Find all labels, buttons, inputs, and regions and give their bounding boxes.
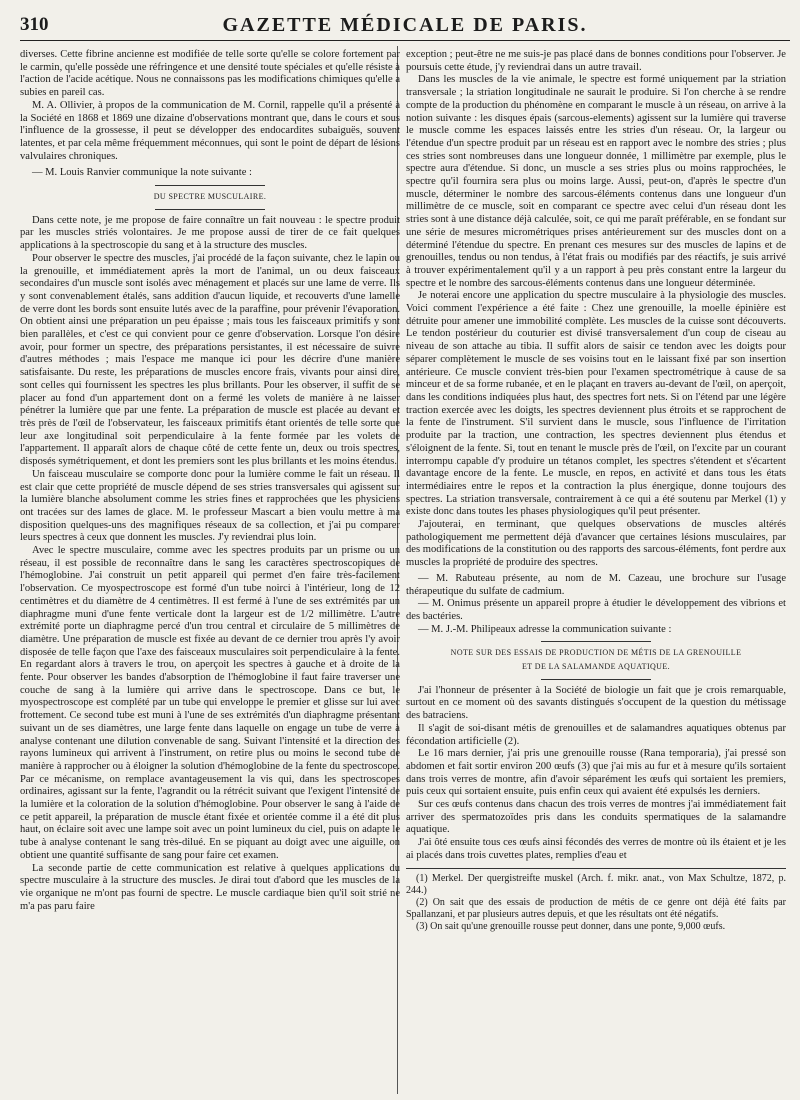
journal-title: GAZETTE MÉDICALE DE PARIS. [222,14,588,36]
paragraph: Dans cette note, je me propose de faire connaître un fait nouveau : le spectre produit par les muscles striés volontaires. Je me propose aussi de tirer de ce fait quelques applications à la spectroscopie du sang et à la structure des muscles. [20,214,400,252]
divider [155,209,265,210]
paragraph: Dans les muscles de la vie animale, le spectre est formé uniquement par la striation transversale ; la striation longitudinale ne saurait le produire. Si l'on cherche à se rendre compte de la production du phénomène en comparant le muscle à un réseau, on arrive à la notion suivante : les disques épais (sarcous-elements) agissent sur la lumière qui traverse le muscle comme les espaces laissés entre les stries d'un réseau. Or, la largeur ou l'étendue d'un spectre produit par un réseau est en rapport avec le nombre des stries ; plus ces stries sont nombreuses dans une longueur donnée, 1 millimètre par exemple, plus le spectre aura d'étendue. Si donc, un muscle a ses stries plus ou moins rapprochées, le spectre qu'il fournira sera plus ou moins large. Aussi, peut-on, d'après le spectre d'un muscle, déterminer le nombre des sarcous-éléments contenus dans une longueur d'un millimètre de ce muscle, soit en comparant ce spectre avec celui d'un réseau dont les stries sont à une distance déjà calculée, soit, ce qui me paraît préférable, en se fondant sur une série de mesures micrométriques prises antérieurement sur des muscles dont on a déterminé l'étendue du spectre. En prenant ces mesures sur des muscles de lapins et de grenouilles, tendus ou non tendus, à l'état frais ou modifiés par des réactifs, je suis arrivé à trouver expérimentalement qu'il y a un rapport à peu près constant entre la largeur du spectre et le nombre des sarcous-éléments contenus dans une longueur déterminée. [406,74,786,289]
section-heading: NOTE SUR DES ESSAIS DE PRODUCTION DE MÉTIS DE LA GRENOUILLE [450,648,742,658]
right-column [406,49,786,934]
paragraph: J'ai l'honneur de présenter à la Société de biologie un fait que je crois remarquable, surtout en ce moment où des savants distingués s'occupent de la question du métissage des batraciens. [406,684,786,722]
paragraph: La seconde partie de cette communication est relative à quelques applications du spectre musculaire à la structure des muscles. Je dirai tout d'abord que les muscles de la vie organique ne m'ont pas fourni de spectre. Le muscle cardiaque bien qu'il soit strié ne m'a pas paru faire [20,862,400,912]
footnote: (1) Merkel. Der quergistreifte muskel (Arch. f. mikr. anat., von Max Schultze, 1872, p. 244.) [406,872,786,896]
paragraph: J'ai ôté ensuite tous ces œufs ainsi fécondés des verres de montre où ils étaient et je les ai placés dans trois cuvettes plates, remplies d'eau et [406,837,786,861]
divider [541,679,651,680]
paragraph: — M. Louis Ranvier communique la note suivante : [32,167,252,179]
paragraph: — M. J.-M. Philipeaux adresse la communication suivante : [418,623,672,635]
paragraph: Un faisceau musculaire se comporte donc pour la lumière comme le fait un réseau. Il est clair que cette propriété de muscle dépend de ses stries transversales qui agissent sur la lumière blanche absolument comme les stries fines et rapprochées que les physiciens ont tracées sur des lames de glace. M. le professeur Mascart a bien voulu mettre à ma disposition quelques-uns des magnifiques réseaux de sa collection, et j'ai pu comparer leurs spectres à ceux que donnent les muscles. J'y reviendrai plus loin. [20,468,400,544]
page-header [20,14,790,41]
paragraph: Il s'agit de soi-disant métis de grenouilles et de salamandres aquatiques obtenus par fécondation artificielle (2). [406,722,786,747]
paragraph: Avec le spectre musculaire, comme avec les spectres produits par un prisme ou un réseau, il est possible de reconnaître dans le sang les caractères spectroscopiques de l'hémoglobine. J'ai construit un petit appareil qui permet d'en faire très-facilement l'observation. Ce myospectroscope est formé d'un tube noirci à l'intérieur, long de 12 centimètres et du diamètre de 4 centimètres. Il est fermé à l'une de ses extrémités par un diaphragme muni d'une fente verticale dont la largeur est de 1/2 millimètre. L'autre extrémité porte un diaphragme percé d'un trou central et circulaire de 5 millimètres de diamètre. Une préparation de muscle est fixée au devant de ce dernier trou après l'y avoir disposée de telle façon que l'axe des faisceaux musculaires soit perpendiculaire à la fente. En regardant alors à travers le trou, on aperçoit les spectres à gauche et à droite de la fente. Pour observer les bandes d'absorption de l'hémoglobine il faut faire traverser une couche de sang à la lumière qui arrive dans le spectroscope. Dans ce but, le myospectroscope est complété par un tube qui enveloppe le premier et glisse sur lui avec frottement. Ce second tube est muni à l'une de ses extrémités d'un diaphragme présentant suivant un de ses diamètres, une large fente dans laquelle on engage un tube de verre à analyse contenant une dilution convenable de sang. Suivant l'intensité et la direction des rayons lumineux qui arrivent à l'instrument, on retire plus ou moins le second tube de manière à rapprocher ou à éloigner la solution d'hémoglobine de la fente du spectroscope. Par ce mécanisme, on remplace avantageusement la vis qui, dans les spectroscopes ordinaires, agissant sur la fente, l'agrandit ou la rétrécit suivant que l'exigent l'intensité de la lumière et la coloration de la solution d'hémoglobine. Pour observer le sang à l'aide de ce petit appareil, la préparation de muscle étant fixée et orientée comme il a été dit plus haut, on éclaire soit avec une lampe soit avec un point lumineux du ciel, puis on adapte le tube à analyse contenant le sang très-dilué. En se piquant au doigt avec une aiguille, on obtient une quantité suffisante de sang pour faire cet examen. [20,545,400,861]
divider [541,641,651,642]
left-column [20,49,400,913]
paragraph: — M. Onimus présente un appareil propre à étudier le développement des vibrions et des bactéries. [406,598,786,622]
section-heading-line-2: ET DE LA SALAMANDE AQUATIQUE. [521,662,671,672]
footnotes [406,868,786,934]
paragraph: Sur ces œufs contenus dans chacun des trois verres de montres j'ai immédiatement fait arriver des spermatozoïdes pris dans les conduits spermatiques de la salamandre aquatique. [406,799,786,836]
paragraph: exception ; peut-être ne me suis-je pas placé dans de bonnes conditions pour l'observer. Je poursuis cette étude, j'y reviendrai dans un autre travail. [406,49,786,73]
footnote: (2) On sait que des essais de production de métis de ce genre ont déjà été faits par Spallanzani, et par plusieurs autres depuis, et que les résultats ont été négatifs. [406,897,786,921]
footnote: (3) On sait qu'une grenouille rousse peut donner, dans une ponte, 9,000 œufs. [416,921,726,933]
paragraph: — M. Rabuteau présente, au nom de M. Cazeau, une brochure sur l'usage thérapeutique du sulfate de cadmium. [406,572,786,597]
paragraph: Pour observer le spectre des muscles, j'ai procédé de la façon suivante, chez le lapin ou la grenouille, et immédiatement après la mort de l'animal, un ou deux faisceaux secondaires d'un muscle sont isolés avec ménagement et placés sur une lame de verre. Ils y sont convenablement étalés, sans addition d'aucun liquide, et recouverts d'une lamelle de verre dont les bords sont ensuite lutés avec de la paraffine, pour prévenir l'évaporation. On obtient ainsi une préparation un peu épaisse ; mais tous les faisceaux primitifs y sont bien parallèles, et c'est ce qui convient pour ce genre d'observation. Lorsque l'on désire avoir, pour former un spectre, des préparations persistantes, il est nécessaire de suivre d'autres méthodes ; mais l'espace me manque ici pour les décrire d'une manière satisfaisante. Du reste, les préparations de muscles encore frais, vivants pour ainsi dire, sont celles qui fournissent les spectres les plus brillants. Pour les observer, il suffit de se placer au fond d'un appartement dont on a fermé les volets de manière à ne laisser pénétrer la lumière que par une fente. La préparation de muscle est placée au devant et très près de l'œil de l'observateur, les faisceaux primitifs étant orientés de telle sorte que leur axe longitudinal soit perpendiculaire à la fente formée par les volets de l'appartement. Il apparaît alors de chaque côté de cette fente un, deux ou trois spectres, disposés symétriquement, et dont les premiers sont les plus brillants et les moins étendus. [20,252,400,468]
paragraph: diverses. Cette fibrine ancienne est modifiée de telle sorte qu'elle se colore fortement par le carmin, qu'elle possède une réfringence et une densité toute spéciales et qu'elle résiste à l'action de l'acide acétique. Nous ne connaissons pas les modifications chimiques qu'elle a subies en pareil cas. [20,49,400,99]
section-heading: DU SPECTRE MUSCULAIRE. [153,192,267,202]
paragraph: M. A. Ollivier, à propos de la communication de M. Cornil, rappelle qu'il a présenté à la Société en 1868 et 1869 une dizaine d'observations montrant que, dans le cours et sous l'influence de la grossesse, il peut se développer des endocardites subaiguës, souvent latentes, et par cela même fréquemment méconnues, qui sont le point de départ de lésions valvulaires chroniques. [20,99,400,162]
page-number: 310 [20,14,49,35]
paragraph: Le 16 mars dernier, j'ai pris une grenouille rousse (Rana temporaria), j'ai pressé son abdomen et fait sortir environ 200 œufs (3) que j'ai mis au fur et à mesure qu'ils sortaient dans trois verres de montre, afin d'avoir séparément les œufs qui sortaient les premiers, puis ceux qui sortaient ensuite, puis enfin ceux qui avaient été expulsés les derniers. [406,748,786,798]
paragraph: Je noterai encore une application du spectre musculaire à la physiologie des muscles. Voici comment l'expérience a été faite : Chez une grenouille, la moelle épinière est détruite pour amener une immobilité complète. Les muscles de la cuisse sont découverts. Le tendon postérieur du couturier est divisé transversalement d'un coup de ciseau au niveau de son attache au tibia. Il suffit alors de saisir ce tendon avec les doigts pour séparer complètement le muscle de ses voisins tout en le laissant fixé par son insertion antérieure. Ce muscle convient très-bien pour l'examen spectrométrique à cause de sa minceur et de sa forme rubanée, et en le plaçant en travers au-devant de l'œil, on aperçoit, dans les conditions indiquées plus haut, des spectres fort nets. Si on l'étend par une légère traction exercée avec les doigts, les spectres deviennent plus étroits et se rapprochent de la fente de l'instrument. S'il survient dans le muscle, sous l'influence de l'irritation produite par la traction, une contraction, les spectres deviennent plus étendus et s'éloignent de la fente. Si, tout en tenant le muscle près de l'œil, on l'excite par un courant interrompu capable d'y produire un tétanos complet, les spectres s'étendent et s'écartent davantage encore de la fente. Le muscle, en repos, en activité et dans tous les états intermédiaires entre le repos et la contraction la plus énergique, donne toujours des spectres. La striation transversale, contrairement à ce qui a été soutenu par Merkel (1) y existe donc dans toutes les phases physiologiques qu'il peut présenter. [406,290,786,518]
divider [155,185,265,186]
paragraph: J'ajouterai, en terminant, que quelques observations de muscles altérés pathologiquement me permettent déjà d'avancer que certaines lésions musculaires, par des modifications de la constitution ou des rapports des sarcous-éléments, font perdre aux muscles la propriété de produire des spectres. [406,519,786,569]
